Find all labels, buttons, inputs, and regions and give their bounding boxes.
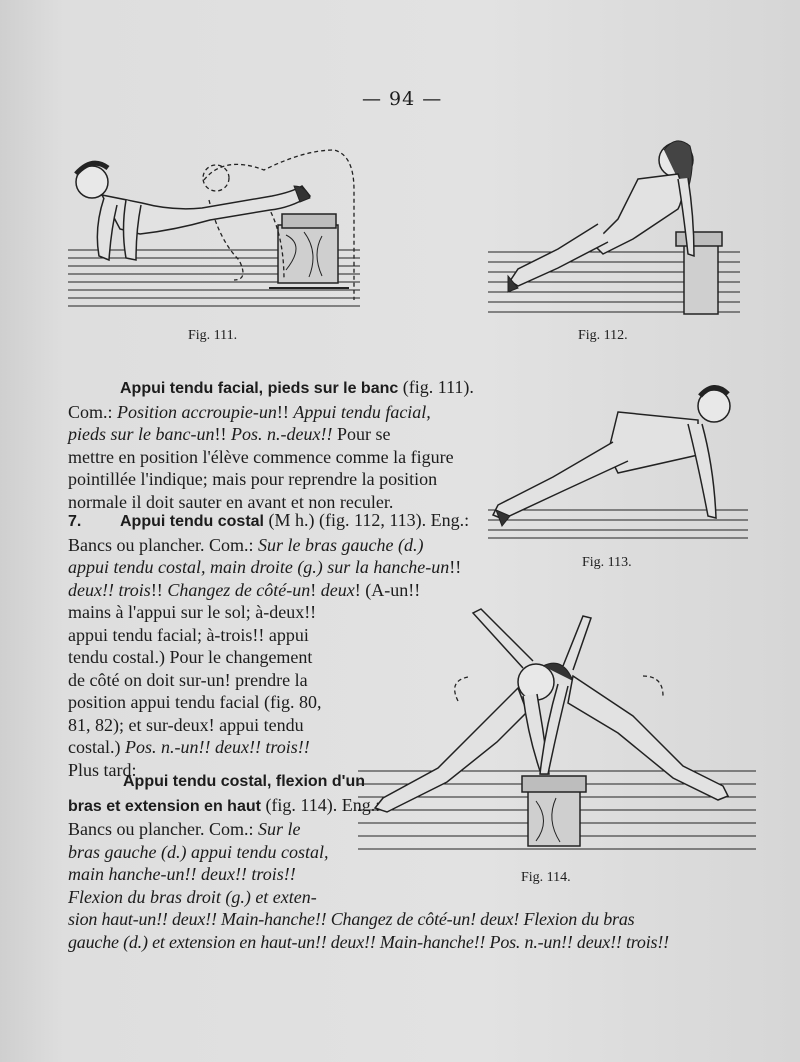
s3-line4: bras gauche (d.) appui tendu costal, — [68, 841, 329, 862]
s3-line3: Bancs ou plancher. Com.: — [68, 819, 254, 839]
s2-line5: mains à l'appui sur le sol; à-deux!! — [68, 602, 317, 622]
figure-113-caption: Fig. 113. — [582, 555, 632, 570]
s2-line10: 81, 82); et sur-deux! appui tendu — [68, 714, 304, 735]
s2-line4-cmd2: Changez de côté-un — [167, 579, 311, 600]
s1-line1-cmd: Position accroupie-un — [117, 401, 277, 422]
s2-line11-cmd: Pos. n.-un!! deux!! trois!! — [124, 737, 310, 757]
s2-line7: tendu costal.) Pour le changement — [68, 647, 313, 667]
s2-line6: appui tendu facial; à-trois!! appui — [68, 624, 309, 645]
s1-line3: mettre en position l'élève commence comme la figure — [68, 446, 454, 467]
s2-line3-cmd: appui tendu costal, main droite (g.) sur la hanche-un — [68, 557, 450, 577]
figure-111-caption: Fig. 111. — [188, 328, 238, 343]
s2-line11-pre: costal.) — [68, 737, 121, 757]
s1-line2-cmd2: Pos. n.-deux!! — [230, 424, 333, 444]
s2-line2-pre: Bancs ou plancher. Com.: — [68, 534, 254, 555]
s2-line4-mid: !! — [150, 579, 163, 600]
s3-line7: sion haut-un!! deux!! Main-hanche!! Changez de côté-un! deux! Flexion du bras — [68, 909, 635, 929]
s3-line5: main hanche-un!! deux!! trois!! — [68, 864, 296, 884]
section-3-title-line2: bras et extension en haut — [68, 797, 261, 815]
s3-line6: Flexion du bras droit (g.) et exten- — [68, 886, 317, 907]
s2-line3-post: !! — [449, 557, 462, 577]
s2-line2-cmd: Sur le bras gauche (d.) — [257, 534, 424, 555]
figure-113-illustration — [488, 382, 750, 542]
section-1-text — [68, 376, 474, 513]
s2-line4-cmd3: deux — [320, 579, 355, 600]
section-2-title: Appui tendu costal — [120, 513, 264, 530]
s2-line1-post: (M h.) (fig. 112, 113). Eng.: — [268, 510, 470, 530]
figure-114-caption: Fig. 114. — [521, 870, 571, 885]
figure-112-illustration — [488, 134, 743, 324]
s2-line12: Plus tard: — [68, 759, 137, 780]
section-3-text — [68, 769, 669, 953]
s1-line1-cmd2: Appui tendu facial, — [293, 401, 431, 422]
s2-line4-mid2: ! — [310, 579, 317, 600]
page-number: — 94 — — [362, 88, 443, 110]
section-1-title-ref: (fig. 111). — [402, 377, 474, 397]
s1-line1-pre: Com.: — [68, 401, 113, 422]
s1-line2-mid: !! — [214, 424, 227, 444]
s1-line1-mid: !! — [276, 401, 289, 422]
figure-112-caption: Fig. 112. — [578, 328, 628, 343]
s2-line4-cmd: deux!! trois — [68, 579, 151, 600]
section-1-title: Appui tendu facial, pieds sur le banc — [120, 380, 399, 397]
s1-line2-post: Pour se — [336, 424, 391, 444]
s2-line4-post: ! (A-un!! — [354, 579, 421, 600]
figure-111-illustration — [64, 140, 364, 315]
s3-line3-cmd: Sur le — [257, 819, 301, 839]
s1-line2-cmd: pieds sur le banc-un — [68, 424, 215, 444]
s1-line5: normale il doit sauter en avant et non reculer. — [68, 491, 394, 512]
s3-line8: gauche (d.) et extension en haut-un!! deux!! Main-hanche!! Pos. n.-un!! deux!! trois!! — [68, 931, 669, 952]
section-3-title-line1: Appui tendu costal, flexion d'un — [123, 773, 366, 790]
section-2-number: 7. — [68, 513, 82, 530]
s2-line8: de côté on doit sur-un! prendre la — [68, 669, 308, 690]
s2-line9: position appui tendu facial (fig. 80, — [68, 692, 322, 712]
section-3-title-ref: (fig. 114). Eng.: — [265, 794, 381, 815]
s1-line4: pointillée l'indique; mais pour reprendre la position — [68, 469, 438, 489]
